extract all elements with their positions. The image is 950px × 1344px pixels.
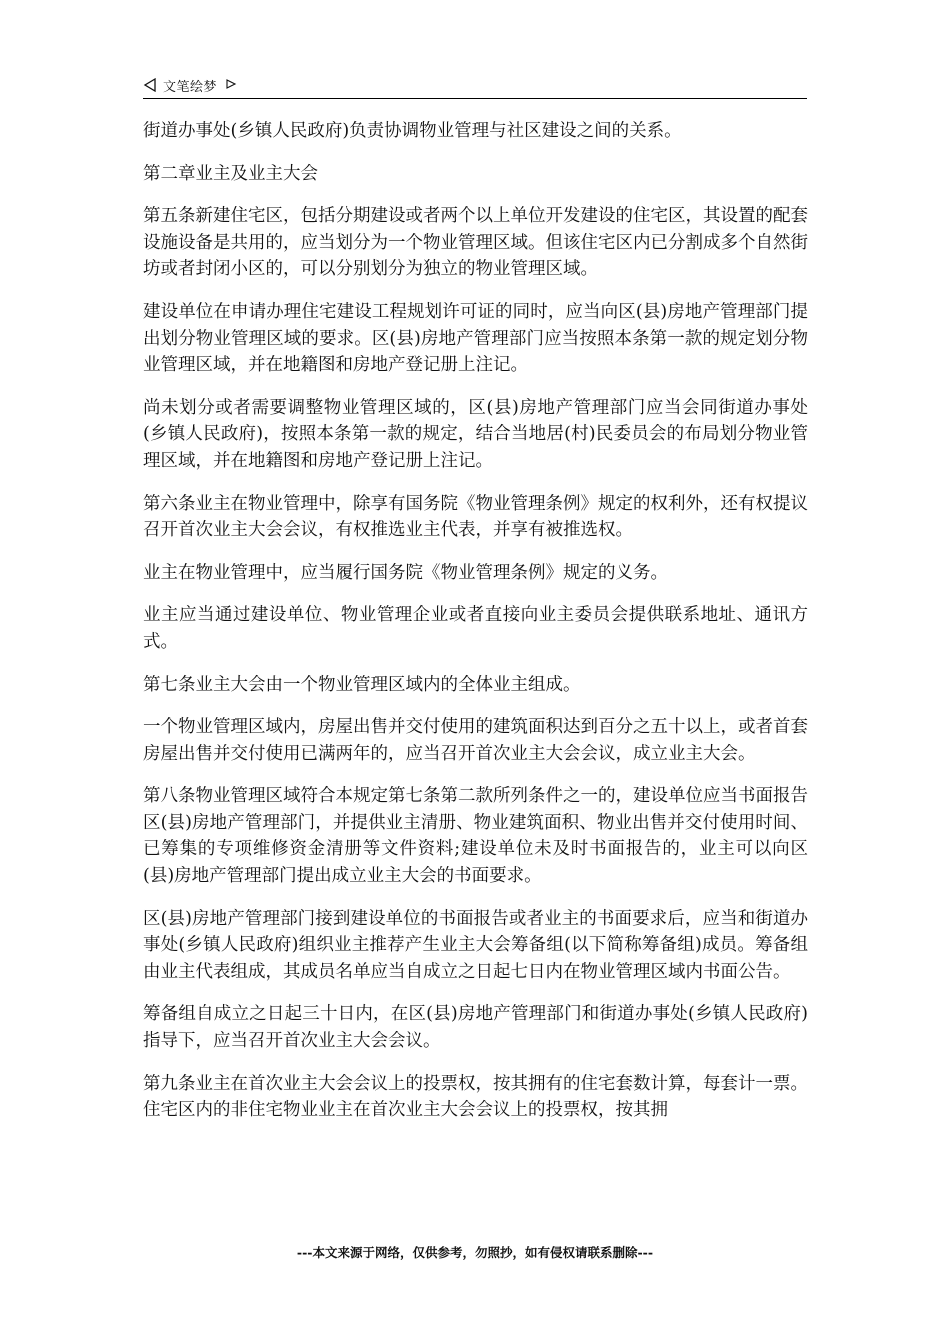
paragraph: 筹备组自成立之日起三十日内，在区(县)房地产管理部门和街道办事处(乡镇人民政府)指导下，应当召开首次业主大会会议。 bbox=[143, 1004, 808, 1052]
chapter-heading: 第二章业主及业主大会 bbox=[143, 163, 318, 184]
paragraph: 区(县)房地产管理部门接到建设单位的书面报告或者业主的书面要求后，应当和街道办事处(乡镇人民政府)组织业主推荐产生业主大会筹备组(以下简称筹备组)成员。筹备组由业主代表组成，其成员名单应当自成立之日起七日内在物业管理区域内书面公告。 bbox=[143, 908, 808, 982]
header-brand: 文笔绘梦 bbox=[163, 79, 218, 95]
paragraph: 尚未划分或者需要调整物业管理区域的，区(县)房地产管理部门应当会同街道办事处(乡镇人民政府)，按照本条第一款的规定，结合当地居(村)民委员会的布局划分物业管理区域，并在地籍图和房地产登记册上注记。 bbox=[143, 397, 808, 471]
page-header bbox=[143, 72, 807, 99]
left-triangle-icon bbox=[143, 78, 157, 92]
paragraph: 建设单位在申请办理住宅建设工程规划许可证的同时，应当向区(县)房地产管理部门提出划分物业管理区域的要求。区(县)房地产管理部门应当按照本条第一款的规定划分物业管理区域，并在地籍图和房地产登记册上注记。 bbox=[143, 301, 808, 376]
right-triangle-icon bbox=[225, 78, 239, 92]
page-footer: ---本文来源于网络，仅供参考，勿照抄，如有侵权请联系删除--- bbox=[296, 1245, 654, 1260]
paragraph: 第八条物业管理区域符合本规定第七条第二款所列条件之一的，建设单位应当书面报告区(县)房地产管理部门，并提供业主清册、物业建筑面积、物业出售并交付使用时间、已筹集的专项维修资金清册等文件资料;建设单位未及时书面报告的，业主可以向区(县)房地产管理部门提出成立业主大会的书面要求。 bbox=[143, 786, 808, 887]
paragraph: 第九条业主在首次业主大会会议上的投票权，按其拥有的住宅套数计算，每套计一票。住宅区内的非住宅物业业主在首次业主大会会议上的投票权，按其拥 bbox=[143, 1073, 808, 1121]
paragraph: 第五条新建住宅区，包括分期建设或者两个以上单位开发建设的住宅区，其设置的配套设施设备是共用的，应当划分为一个物业管理区域。但该住宅区内已分割成多个自然街坊或者封闭小区的，可以分别划分为独立的物业管理区域。 bbox=[143, 206, 808, 280]
paragraph: 第七条业主大会由一个物业管理区域内的全体业主组成。 bbox=[143, 674, 581, 695]
paragraph: 街道办事处(乡镇人民政府)负责协调物业管理与社区建设之间的关系。 bbox=[143, 121, 682, 141]
document-body bbox=[143, 118, 808, 1140]
paragraph: 业主应当通过建设单位、物业管理企业或者直接向业主委员会提供联系地址、通讯方式。 bbox=[143, 605, 808, 652]
paragraph: 一个物业管理区域内，房屋出售并交付使用的建筑面积达到百分之五十以上，或者首套房屋出售并交付使用已满两年的，应当召开首次业主大会会议，成立业主大会。 bbox=[143, 717, 808, 764]
paragraph: 业主在物业管理中，应当履行国务院《物业管理条例》规定的义务。 bbox=[143, 562, 668, 583]
paragraph: 第六条业主在物业管理中，除享有国务院《物业管理条例》规定的权利外，还有权提议召开首次业主大会会议，有权推选业主代表，并享有被推选权。 bbox=[143, 493, 808, 541]
